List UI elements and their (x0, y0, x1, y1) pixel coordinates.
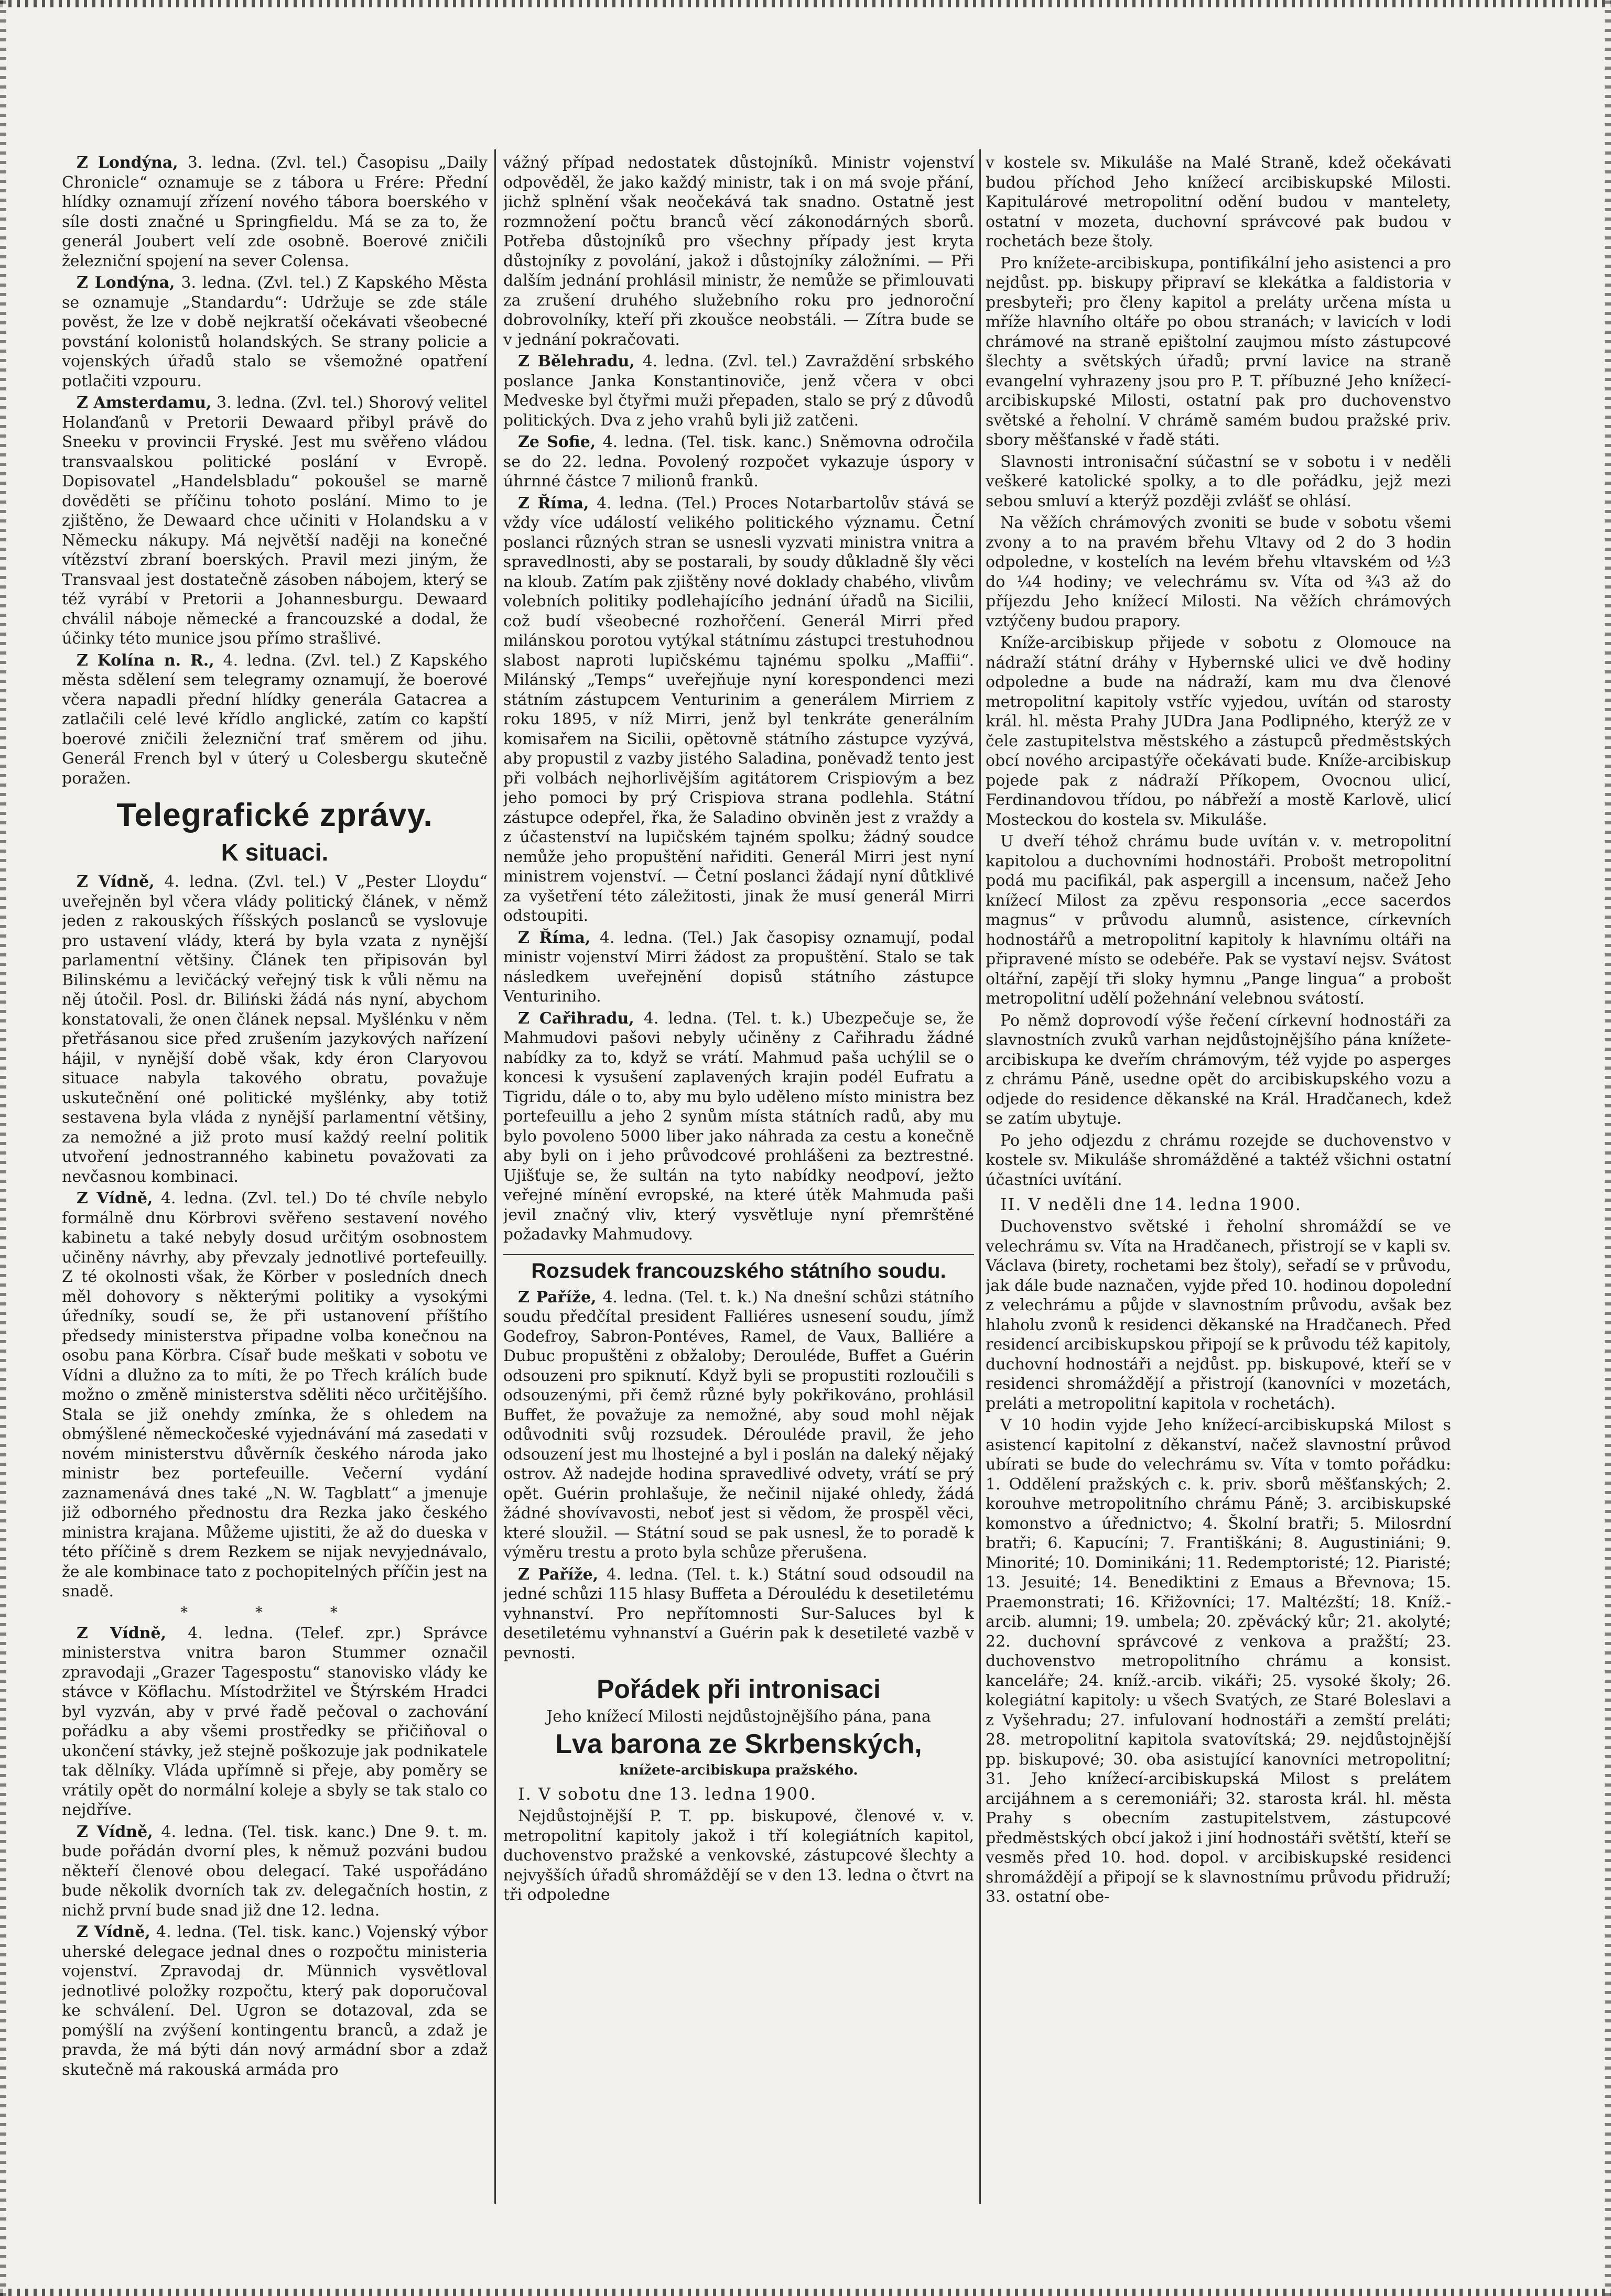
paragraph-text: Duchovenstvo světské i řeholní shromáždí se ve velechrámu sv. Víta na Hradčanech, přistrojí se v kapli sv. Václava (birety, rochetami bez štoly), seřadí se v průvodu, jak dále bude naznačen, vyjde před 10. hodinou dopolední z velechrámu a půjde v slavnostním průvodu, avšak bez hlaholu zvonů k residenci děkanské na Hradčanech. Před residencí arcibiskupskou připojí se k průvodu též kapitoly, duchovní hodnostáři a nejdůst. pp. biskupové, kteří se v residenci shromáždějí a přistrojí (kanovníci v mozetách, preláti a metropolitní kapitola v rochetách). (986, 1217, 1451, 1413)
dateline: Ze Sofie, (518, 433, 596, 451)
news-text: 3. ledna. (Zvl. tel.) Časopisu „Daily Chronicle“ oznamuje se z tábora u Frére: Přední hlídky oznamují zřízení nového tábora boerského v síle dosti značné u Springfieldu. Má se za to, že generál Joubert velí zde osobně. Boerové zničili železniční spojení na sever Colensa. (62, 154, 488, 270)
scan-edge-top (0, 0, 1611, 7)
news-item (62, 1189, 488, 1602)
news-text: 4. ledna. (Tel. t. k.) Státní soud odsoudil na jedné schůzi 115 hlasy Buffeta a Déroulédu k desetiletému vyhnanství. Pro nepřítomnosti Sur-Saluces byl k desetiletému vyhnanství a Guérin pak k desetileté vazbě v pevnosti. (503, 1565, 974, 1662)
news-item (62, 393, 488, 649)
news-text: 4. ledna. (Tel. t. k.) Ubezpečuje se, že Mahmudovi pašovi nebyly učiněny z Cařihradu žádné nabídky za to, když se vrátí. Mahmud paša uchýlil se o koncesi k vysušení zaplavených krajin podél Eufratu a Tigridu, dále o to, aby mu bylo uděleno místo ministra bez portefeuillu a jeho 2 synům místa státních radů, aby mu bylo povoleno 5000 liber jako náhrada za cestu a konečně aby byli on i jeho průvodcové prohlášeni za beztrestné. Ujišťuje se, že sultán na tyto nabídky neodpoví, ježto veřejné mínění evropské, na které útěk Mahmuda paši jevil značný vliv, který vysvětluje nyní přemrštěné požadavky Mahmudovy. (503, 1009, 974, 1244)
news-item (503, 1009, 974, 1245)
article-paragraph (986, 1217, 1451, 1413)
article-paragraph (986, 452, 1451, 512)
news-item (503, 352, 974, 430)
news-text: 4. ledna. (Telef. zpr.) Správce ministerstva vnitra baron Stummer označil zpravodaji „Grazer Tagespostu“ stanovisko vlády ke stávce v Köflachu. Místodržitel ve Štýrském Hradci byl vyzván, aby v prvé řadě pečoval o zachování pořádku a aby všemi prostředky se přičiňoval o ukončení stávky, jež stejně poškozuje jak podnikatele tak dělníky. Vláda upřímně si přeje, aby poměry se vrátily opět do normální koleje a sbyly se tak stalo co nejdříve. (62, 1624, 488, 1819)
news-item (62, 273, 488, 391)
article-paragraph (986, 1416, 1451, 1907)
dateline: Z Bělehradu, (518, 352, 635, 371)
dateline: Z Vídně, (77, 873, 155, 891)
news-item (503, 1288, 974, 1563)
intronisation-line: Jeho knížecí Milosti nejdůstojnějšího pána, pana (546, 1707, 931, 1726)
intronisation-section-1: I. V sobotu dne 13. ledna 1900. (518, 1784, 817, 1804)
dateline: Z Cařihradu, (518, 1009, 634, 1028)
paragraph-text: Po jeho odjezdu z chrámu rozejde se duchovenstvo v kostele sv. Mikuláše shromážděné a taktéž všichni ostatní účastníci uvítání. (986, 1131, 1451, 1189)
intronisation-text (503, 1807, 974, 1905)
paragraph-text: Slavnosti intronisační súčastní se v sobotu i v neděli veškeré katolické spolky, a to dle pořádku, jejž mezi sebou smluví a kterýž později zvlášť se ohlásí. (986, 452, 1451, 510)
section-title: Telegrafické zprávy. (116, 797, 433, 833)
column-middle (503, 153, 974, 2197)
separator-stars: * * * (180, 1603, 369, 1621)
section-heading: Rozsudek francouzského státního soudu. (503, 1254, 974, 1283)
dateline: Z Paříže, (518, 1288, 597, 1307)
news-item (62, 1624, 488, 1820)
news-item (503, 1565, 974, 1663)
news-text: 4. ledna. (Tel.) Proces Notarbartolův stává se vždy více událostí velikého politického významu. Četní poslanci různých stran se usnesli vyzvati ministra vnitra a spravedlnosti, aby se postarali, by soudy důkladně šly věci na kloub. Zatím pak zjištěny nové doklady chabého, vlivům volebních politiky podlehajícího jednání úřadů na Sicilii, což budí všeobecné rozhořčení. Generál Mirri před milánskou porotou vytýkal státnímu zástupci trestuhodnou slabost naproti lupičskému tajnému spolku „Maffii“. Milánský „Temps“ uveřejňuje nyní korespondenci mezi státním zástupcem Venturinim a generálem Mirriem z roku 1895, v níž Mirri, jenž byl tenkráte generálním komisařem na Sicilii, opětovně státního zástupce vyzývá, aby propustil z vazby jistého Saladina, poněvadž tento jest při volbách nejhorlivějším agitátorem Crispiovým a bez jeho pomoci by prý Crispiova strana podlehla. Státní zástupce odepřel, řka, že Saladino obviněn jest z vraždy a z účastenství na lupičském tajném spolku; žádný soudce nemůže jeho propuštění nařiditi. Generál Mirri jest nyní ministrem vojenství. — Četní poslanci žádají nyní důtklivé za vyšetření této záležitosti, jinak že musí generál Mirri odstoupiti. (503, 494, 974, 925)
dateline: Z Londýna, (77, 274, 175, 292)
news-text: vážný případ nedostatek důstojníků. Ministr vojenství odpověděl, že jako každý ministr, tak i on má svoje přání, jichž splnění však neočekává tak snadno. Ostatně jest rozmnožení počtu branců věcí zákonodárných sborů. Potřeba důstojníků pro všechny případy jest kryta důstojníky z povolání, jakož i důstojníky záložními. — Při dalším jednání prohlásil ministr, že nemůže se přimlouvati za zrušení druhého služebního roku pro jednoroční dobrovolníky, kteří při zkoušce neobstáli. — Zítra bude se v jednání pokračovati. (503, 154, 974, 349)
news-text: 4. ledna. (Tel. tisk. kanc.) Sněmovna odročila se do 22. ledna. Povolený rozpočet vykazuje úspory v úhrnné částce 7 milionů franků. (503, 433, 974, 491)
news-text: 3. ledna. (Zvl. tel.) Z Kapského Města se oznamuje „Standardu“: Udržuje se zde stále pověst, že lze v době nejkratší očekávati všeobecné povstání kolonistů holandských. Se strany policie a vojenských úřadů stalo se všemožné opatření potlačiti vzpouru. (62, 274, 488, 390)
intronisation-title: Pořádek při intronisaci (597, 1674, 881, 1704)
article-paragraph (986, 153, 1451, 252)
article-paragraph (986, 633, 1451, 830)
paragraph-text: Po němž doprovodí výše řečení církevní hodnostáři za slavnostních zvuků varhan nejdůstojnějšího pána knížete-arcibiskupa ke dveřím chrámovým, též vyjde po asperges z chrámu Páně, usedne opět do arcibiskupského vozu a odjede do residence děkanské na Král. Hradčanech, kdež se zatím ubytuje. (986, 1011, 1451, 1128)
article-paragraph (986, 1011, 1451, 1129)
news-text: 4. ledna. (Zvl. tel.) Do té chvíle nebylo formálně dnu Körbrovi svěřeno sestavení nového kabinetu a také nebyly dosud určitým osobnostem učiněny návrhy, aby převzaly jednotlivé portefeuilly. Z té okolnosti však, že Körber v posledních dnech měl dohovory s některými politiky a vysokými úředníky, soudí se, že při ustanovení příštího předsedy ministerstva připadne volba konečnou na osobu pana Körbra. Císař bude meškati v sobotu ve Vídni a dlužno za to míti, že po Třech králích bude možno o změně ministerstva sděliti něco určitějšího. Stala se již onehdy zmínka, že s ohledem na obmýšlené německočeské vyjednávání má zasedati v novém ministerstvu důvěrník českého národa jako ministr bez portefeuille. Večerní vydání zaznamenává dnes také „N. W. Tagblatt“ a jmenuje již odborného přednostu dra Rezka jako českého ministra krajana. Můžeme ujistiti, že až do dueska v této příčině s drem Rezkem se nijak nevyjednávalo, že ale kombinace tato z pochopitelných příčin jest na snadě. (62, 1189, 488, 1601)
scan-edge-bottom (0, 2289, 1611, 2296)
news-text: Nejdůstojnější P. T. pp. biskupové, členové v. v. metropolitní kapitoly jakož i tří kolegiátních kapitol, duchovenstvo pražské a venkovské, zástupcové šlechty a nejvyšších úřadů shromáždějí se v den 13. ledna o čtvrt na tři odpoledne (503, 1807, 974, 1904)
paragraph-text: Pro knížete-arcibiskupa, pontifikální jeho asistenci a pro nejdůst. pp. biskupy připraví se klekátka a faldistoria v presbyteři; pro členy kapitol a preláty určena místa u mříže hlavního oltáře po obou stranách; v lavicích v lodi chrámové na straně epištolní zaujmou místo zástupcové šlechty a světských úřadů; první lavice na straně evangelní vyhrazeny jsou pro P. T. příbuzné Jeho knížecí-arcibiskupské Milosti, ostatní pak pro duchovenstvo světské a řeholní. V chrámě samém budou pražské priv. sbory měšťanské v řadě státi. (986, 254, 1451, 449)
intronisation-name: Lva barona ze Skrbenských, (555, 1729, 922, 1759)
paragraph-text: U dveří téhož chrámu bude uvítán v. v. metropolitní kapitolou a duchovními hodnostáři. Probošt metropolitní podá mu pacifikál, pak aspergill a incensum, načež Jeho knížecí Milost za zpěvu responsoria „ecce sacerdos magnus“ v průvodu alumnů, asistence, církevních hodnostářů a metropolitní kapitoly k hlavnímu oltáři na připravené místo se odebéře. Pak se vystaví nejsv. Svátost oltářní, zapějí tři sloky hymnu „Pange lingua“ a probošt metropolitní udělí požehnání velebnou svátostí. (986, 832, 1451, 1008)
column-rule (494, 149, 496, 2204)
article-paragraph (986, 254, 1451, 450)
news-item (62, 872, 488, 1187)
news-item (503, 928, 974, 1007)
dateline: Z Říma, (518, 928, 591, 947)
news-text: 4. ledna. (Zvl. tel.) V „Pester Lloydu“ uveřejněn byl včera vlády politický článek, v němž jeden z rakouských říšských poslanců se vyslovuje pro ustavení vlády, která by byla vzata z nynější parlamentní většiny. Článek ten připisován byl Bilinskému a levičácký veřejný tisk k vůli němu na něj útočil. Posl. dr. Biliński žádá nás nyní, abychom konstatovali, že onen článek nepsal. Myšlénku v něm přetřásanou sice před zrušením jazykových nařízení hájil, v nynější době však, kdy éron Claryovou situace nabyla takového obratu, považuje uskutečnění oné politické myšlénky, aby totiž sestavena byla vláda z nynější parlamentní většiny, za nemožné a již proto musí každý reelní politik utvoření jednostranného kabinetu považovati za nevčasnou kombinaci. (62, 873, 488, 1186)
article-paragraph (986, 832, 1451, 1009)
paragraph-text: Na věžích chrámových zvoniti se bude v sobotu všemi zvony a to na pravém břehu Vltavy od 2 do 3 hodin odpoledne, v kostelích na levém břehu vltavském od ½3 do ¼4 hodiny; ve velechrámu sv. Víta od ¾3 až do příjezdu Jeho knížecí Milosti. Na věžích chrámových vztýčeny budou prapory. (986, 514, 1451, 630)
article-paragraph (986, 513, 1451, 631)
news-item-continued (503, 153, 974, 350)
dateline: Z Amsterdamu, (77, 394, 212, 412)
section-subtitle: K situaci. (221, 839, 329, 866)
paragraph-text: Kníže-arcibiskup přijede v sobotu z Olomouce na nádraží státní dráhy v Hybernské ulici ve dvě hodiny odpoledne a bude na nádraží, kam mu dva členové metropolitní kapitoly vstříc vyjedou, uvítán od starosty král. hl. města Prahy JUDra Jana Podlipného, kterýž ze v čele zastupitelstva městského a zástupců předměstských obcí nového arcipastýře očekávati bude. Kníže-arcibiskup pojede pak z nádraží Příkopem, Ovocnou ulicí, Ferdinandovou třídou, po nábřeží a mostě Karlově, ulicí Mosteckou do kostela sv. Mikuláše. (986, 634, 1451, 829)
news-text: 4. ledna. (Tel. tisk. kanc.) Dne 9. t. m. bude pořádán dvorní ples, k němuž pozváni budou někteří členové obou delegací. Také uspořádáno bude několik dvorních tak zv. delegačních hostin, z nichž první bude snad již dne 12. ledna. (62, 1822, 488, 1920)
dateline: Z Říma, (518, 494, 589, 513)
paragraph-text: v kostele sv. Mikuláše na Malé Straně, kdež očekávati budou příchod Jeho knížecí arcibiskupské Milosti. Kapitulárové metropolitní odění budou v mantelety, ostatní v mozeta, duchovní správcové pak budou v rochetách beze štoly. (986, 154, 1451, 251)
news-text: 4. ledna. (Zvl. tel.) Z Kapského města sdělení sem telegramy oznamují, že boerové včera napadli přední hlídky generála Gatacrea a zatlačili celé levé křídlo anglické, zatím co kapští boerové zničili železniční trať směrem od jihu. Generál French byl v úterý u Colesbergu skutečně poražen. (62, 651, 488, 788)
dateline: Z Londýna, (77, 154, 178, 172)
news-item (503, 432, 974, 492)
news-text: 4. ledna. (Tel.) Jak časopisy oznamují, podal ministr vojenství Mirri žádost za propuštění. Stalo se tak následkem uveřejnění dopisů státního zástupce Venturiniho. (503, 928, 974, 1006)
scan-edge-left (0, 0, 6, 2296)
news-text: 4. ledna. (Tel. tisk. kanc.) Vojenský výbor uherské delegace jednal dnes o rozpočtu ministeria vojenství. Zpravodaj dr. Münnich vysvětloval jednotlivé položky rozpočtu, který pak doporučoval ke schválení. Del. Ugron se dotazoval, zda se pomýšlí na zvýšení kontingentu branců, a zdaž je pravda, že má býti dán nový armádní sbor a zdaž skutečně má rakouská armáda pro (62, 1923, 488, 2079)
dateline: Z Vídně, (77, 1923, 150, 1941)
news-item (62, 1822, 488, 1921)
news-text: 4. ledna. (Tel. t. k.) Na dnešní schůzi státního soudu předčítal president Falliéres usnesení soudu, jímž Godefroy, Sabron-Pontéves, Ramel, de Vaux, Balliére a Dubuc propuštěni z obžaloby; Derouléde, Buffet a Guérin odsouzeni pro spiknutí. Když byli se propustiti rozloučili s odsouzenými, při čemž různé byly pokřikováno, prohlásil Buffet, že považuje za nemožné, aby soud mohl nějak odůvodniti svůj rozsudek. Dérouléde pravil, že jeho odsouzení jest mu lhostejné a byl i poslán na daleký nějaký ostrov. Až nadejde hodina spravedlivé odvety, vrátí se prý opět. Guérin prohlašuje, že nečinil nijaké ohledy, žádá žádné shovívavosti, neboť jest si vědom, že prospěl věci, které sloužil. — Státní soud se pak usnesl, že to poradě k výměru trestu a proto byla schůze přerušena. (503, 1288, 974, 1562)
dateline: Z Vídně, (77, 1624, 167, 1642)
dateline: Z Paříže, (518, 1565, 599, 1584)
intronisation-subtitle: knížete-arcibiskupa pražského. (619, 1762, 858, 1778)
news-item (62, 1922, 488, 2080)
column-left (62, 153, 488, 2197)
paragraph-text: V 10 hodin vyjde Jeho knížecí-arcibiskupská Milost s asistencí kapitolní z děkanství, načež slavnostní průvod ubírati se bude do velechrámu sv. Víta v tomto pořádku: 1. Oddělení pražských c. k. priv. sborů měšťanských; 2. korouhve metropolitního chrámu Páně; 3. arcibiskupské komonstvo a úřednictvo; 4. Školní bratři; 5. Milosrdní bratři; 6. Kapucíni; 7. Františkáni; 8. Augustiniáni; 9. Minorité; 10. Dominikáni; 11. Redemptoristé; 12. Piaristé; 13. Jesuité; 14. Benediktini z Emaus a Břevnova; 15. Praemonstrati; 16. Křižovníci; 17. Maltézští; 18. Kníž.-arcib. alumni; 19. umbela; 20. zpěvácký kůr; 21. akolyté; 22. duchovní správcové z venkova a pražští; 23. duchovenstvo metropolitního chrámu a konsist. kanceláře; 24. kníž.-arcib. vikáři; 25. vysoké školy; 26. kolegiátní kapitoly: u všech Svatých, ze Staré Boleslavi a z Vyšehradu; 27. infulovaní hodnostáři a zemští preláti; 28. metropolitní kapitola svatovítská; 29. nejdůstojnější pp. biskupové; 30. oba asistující kanovníci metropolitní; 31. Jeho knížecí-arcibiskupská Milost s prelátem arcijáhnem a s ceremoniáři; 32. starosta král. hl. města Prahy s obecním zastupitelstvem, zástupcové předměstských obcí jakož i jiní hodnostáři světští, kteří se vesměs před 10. hod. dopol. v arcibiskupské residenci shromáždějí a připojí se k slavnostnímu průvodu přidruží; 33. ostatní obe- (986, 1416, 1451, 1906)
news-text: 3. ledna. (Zvl. tel.) Shorový velitel Holanďanů v Pretorii Dewaard přibyl právě do Sneeku v provincii Fryské. Jest mu svěřeno vládou transvaalskou politické poslání v Evropě. Dopisovatel „Handelsbladu“ pokoušel se marně dověděti se příčinu tohoto poslání. Mimo to je zjištěno, že Dewaard chce učiniti v Holandsku a v Německu nákupy. Má největší naději na konečné vítězství zbraní boerských. Pravil mezi jiným, že Transvaal jest dostatečně zásoben nábojem, který se též vyrábí v Pretorii a Johannesburgu. Dewaard chválil náboje německé a francouzské a dodal, že účinky této munice jsou přímo strašlivé. (62, 394, 488, 648)
scan-edge-right (1605, 0, 1611, 2296)
dateline: Z Kolína n. R., (77, 651, 214, 670)
article-paragraph (986, 1131, 1451, 1190)
column-rule (979, 149, 981, 2204)
news-item (62, 651, 488, 789)
news-item (503, 494, 974, 926)
dateline: Z Vídně, (77, 1822, 153, 1841)
intronisation-section-2: II. V neděli dne 14. ledna 1900. (1000, 1194, 1302, 1214)
news-item (62, 153, 488, 271)
news-text: 4. ledna. (Zvl. tel.) Zavraždění srbského poslance Janka Konstantinoviče, jenž včera v obci Medveske byl čtyřmi muži přepaden, stalo se prý z důvodů politických. Dva z jeho vrahů byli již zatčeni. (503, 352, 974, 430)
dateline: Z Vídně, (77, 1189, 153, 1207)
column-right (986, 153, 1451, 2197)
